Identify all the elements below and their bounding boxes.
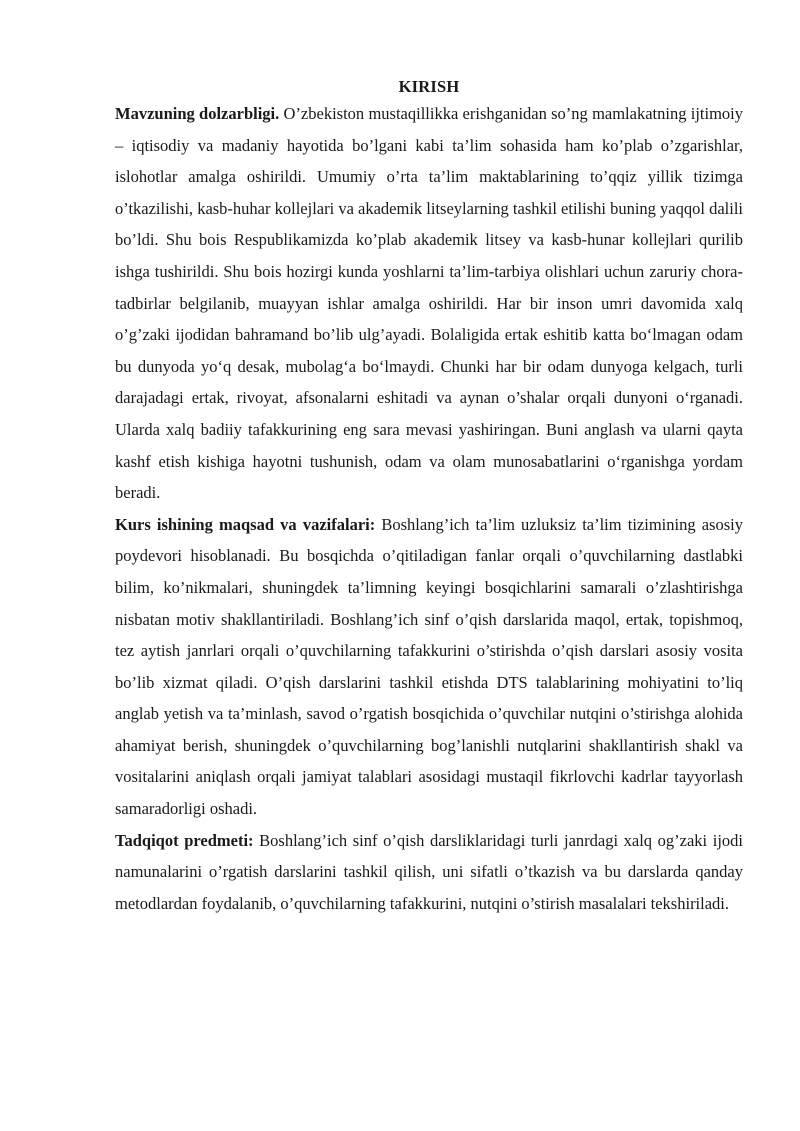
section-heading: Tadqiqot predmeti:: [115, 830, 254, 850]
document-title: KIRISH: [398, 77, 460, 96]
section-goals: [115, 509, 743, 825]
section-text: O’zbekiston mustaqillikka erishganidan so’ng mamlakatning ijtimoiy – iqtisodiy va madaniy hayotida bo’lgani kabi ta’lim sohasida ham ko’plab o’zgarishlar, islohotlar amalga oshirildi. Umumiy o’rta ta’lim maktablarining to’qqiz yillik tizimga o’tkazilishi, kasb-huhar kollejlari va akademik litseylarning tashkil etilishi buning yaqqol dalili bo’ldi. Shu bois Respublikamizda ko’plab akademik litsey va kasb-hunar kollejlari qurilib ishga tushirildi. Shu bois hozirgi kunda yoshlarni ta’lim-tarbiya olishlari uchun zaruriy chora-tadbirlar belgilanib, muayyan ishlar amalga oshirildi. Har bir inson umri davomida xalq o’g’zaki ijodidan bahramand bo’lib ulg’ayadi. Bolaligida ertak eshitib katta bo‘lmagan odam bu dunyoda yo‘q desak, mubolag‘a bo‘lmaydi. Chunki har bir odam dunyoga kelgach, turli darajadagi ertak, rivoyat, afsonalarni eshitadi va aynan o’shalar orqali dunyoni o‘rganadi. Ularda xalq badiiy tafakkurining eng sara mevasi yashiringan. Buni anglash va ularni qayta kashf etish kishiga hayotni tushunish, odam va olam munosabatlarini o‘rganishga yordam beradi.: [115, 104, 743, 503]
section-relevance: [115, 98, 743, 509]
section-subject: [115, 825, 743, 920]
section-heading: Kurs ishining maqsad va vazifalari:: [115, 514, 376, 534]
section-heading: Mavzuning dolzarbligi.: [115, 104, 280, 123]
section-text: Boshlang’ich sinf o’qish darsliklaridagi turli janrdagi xalq og’zaki ijodi namunalarini o’rgatish darslarini tashkil qilish, uni sifatli o’tkazish va bu darslarda qanday metodlardan foydalanib, o’quvchilarning tafakkurini, nutqini o’stirish masalalari tekshiriladi.: [115, 830, 744, 913]
document-page: [115, 76, 743, 919]
section-text: Boshlang’ich ta’lim uzluksiz ta’lim tizimining asosiy poydevori hisoblanadi. Bu bosqichda o’qitiladigan fanlar orqali o’quvchilarning dastlabki bilim, ko’nikmalari, shuningdek ta’limning keyingi bosqichlarini samarali o’zlashtirishga nisbatan motiv shakllantiriladi. Boshlang’ich sinf o’qish darslarida maqol, ertak, topishmoq, tez aytish janrlari orqali o’quvchilarning tafakkurini o’stirishda o’qish darslari asosiy vosita bo’lib xizmat qiladi. O’qish darslarini tashkil etishda DTS talablarining mohiyatini to’liq anglab yetish va ta’minlash, savod o’rgatish bosqichida o’quvchilar nutqini o’stirishga alohida ahamiyat berish, shuningdek o’quvchilarning bog’lanishli nutqlarini shakllantirish shakl va vositalarini aniqlash orqali jamiyat talablari asosidagi mustaqil fikrlovchi kadrlar tayyorlash samaradorligi oshadi.: [115, 514, 743, 819]
